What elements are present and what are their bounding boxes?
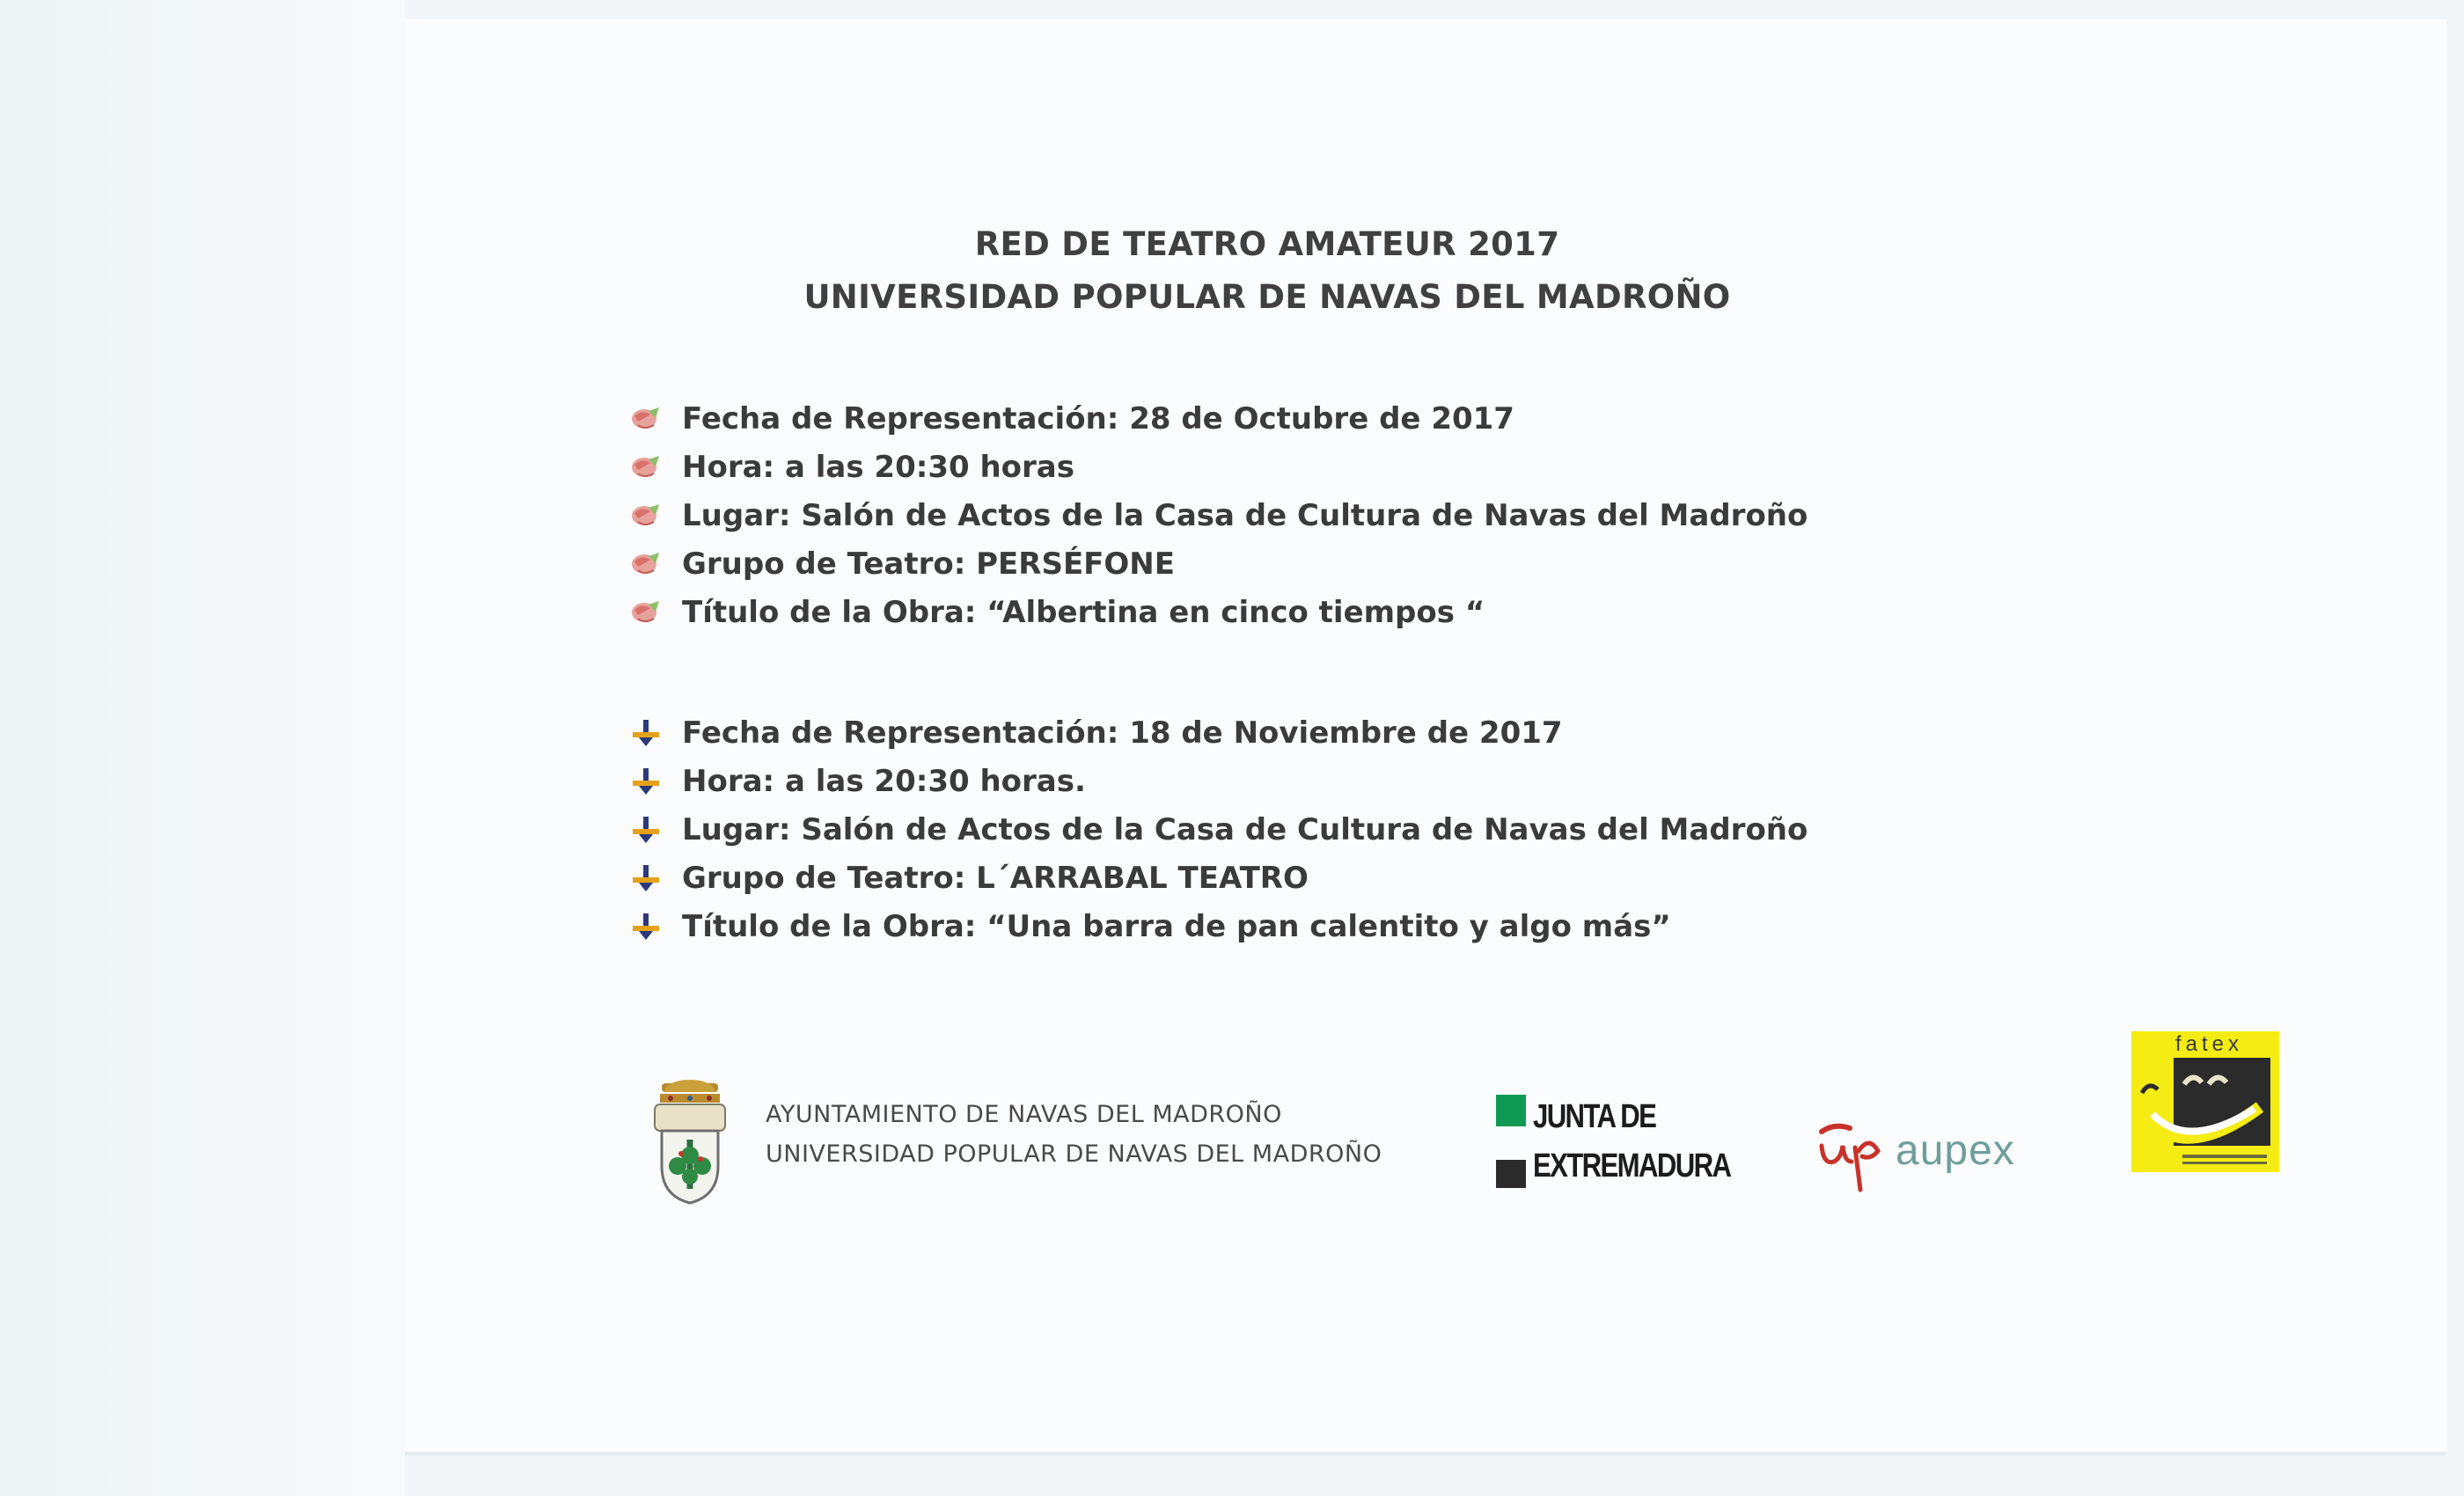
fatex-emblem-icon [2131,1031,2279,1172]
event-1-time [629,443,1808,491]
document-title: RED DE TEATRO AMATEUR 2017 [974,225,1560,263]
event-2-place-text: Lugar: Salón de Actos de la Casa de Cultura de Navas del Madroño [682,811,1808,847]
aupex-logo [1815,1116,2043,1195]
event-1-play-title [629,588,1808,636]
cross-arrow-bullet-icon [629,766,663,796]
event-2-group [629,854,1808,902]
event-2-time-text: Hora: a las 20:30 horas. [682,763,1086,799]
event-1-group-text: Grupo de Teatro: PERSÉFONE [682,546,1175,582]
cross-arrow-bullet-icon [629,863,663,893]
aupex-up-mark-icon [1815,1116,1894,1195]
event-1-play-title-text: Título de la Obra: “Albertina en cinco tiempos “ [682,594,1485,630]
svg-text:fatex: fatex [2175,1032,2244,1056]
junta-de-extremadura-logo [1496,1089,1731,1195]
cross-arrow-bullet-icon [629,815,663,845]
event-2-play-title-text: Título de la Obra: “Una barra de pan calentito y algo más” [682,908,1671,944]
navas-del-madrono-crest-logo [651,1078,729,1205]
rose-bullet-icon [629,404,663,434]
ayuntamiento-line-2: UNIVERSIDAD POPULAR DE NAVAS DEL MADROÑO [766,1140,1382,1168]
ayuntamiento-line-1: AYUNTAMIENTO DE NAVAS DEL MADROÑO [766,1101,1282,1128]
event-1-date-text: Fecha de Representación: 28 de Octubre de 2017 [682,400,1514,436]
event-1-date [629,394,1808,443]
aupex-wordmark: aupex [1896,1127,2015,1174]
rose-bullet-icon [629,452,663,482]
junta-line-1: JUNTA DE [1533,1098,1656,1135]
event-1-group [629,539,1808,588]
event-1-details [629,394,1808,636]
rose-bullet-icon [629,598,663,627]
event-1-time-text: Hora: a las 20:30 horas [682,449,1074,485]
junta-line-2: EXTREMADURA [1533,1148,1731,1184]
cross-arrow-bullet-icon [629,718,663,748]
ayuntamiento-text-block [766,1095,1382,1174]
fatex-logo [2131,1031,2279,1172]
event-2-date-text: Fecha de Representación: 18 de Noviembre de 2017 [682,715,1563,751]
scan-margin [0,0,405,1496]
sheet-shadow-edge [405,1452,2446,1456]
event-2-details [629,708,1808,950]
event-1-place [629,491,1808,539]
junta-dark-square [1496,1160,1526,1188]
rose-bullet-icon [629,549,663,579]
cross-arrow-bullet-icon [629,912,663,942]
junta-green-square [1496,1095,1526,1126]
event-2-date [629,708,1808,757]
event-2-place [629,805,1808,854]
event-1-place-text: Lugar: Salón de Actos de la Casa de Cultura de Navas del Madroño [682,497,1808,533]
event-2-group-text: Grupo de Teatro: L´ARRABAL TEATRO [682,860,1309,896]
event-2-time [629,757,1808,805]
event-2-play-title [629,902,1808,950]
rose-bullet-icon [629,501,663,531]
document-subtitle: UNIVERSIDAD POPULAR DE NAVAS DEL MADROÑO [803,278,1731,316]
